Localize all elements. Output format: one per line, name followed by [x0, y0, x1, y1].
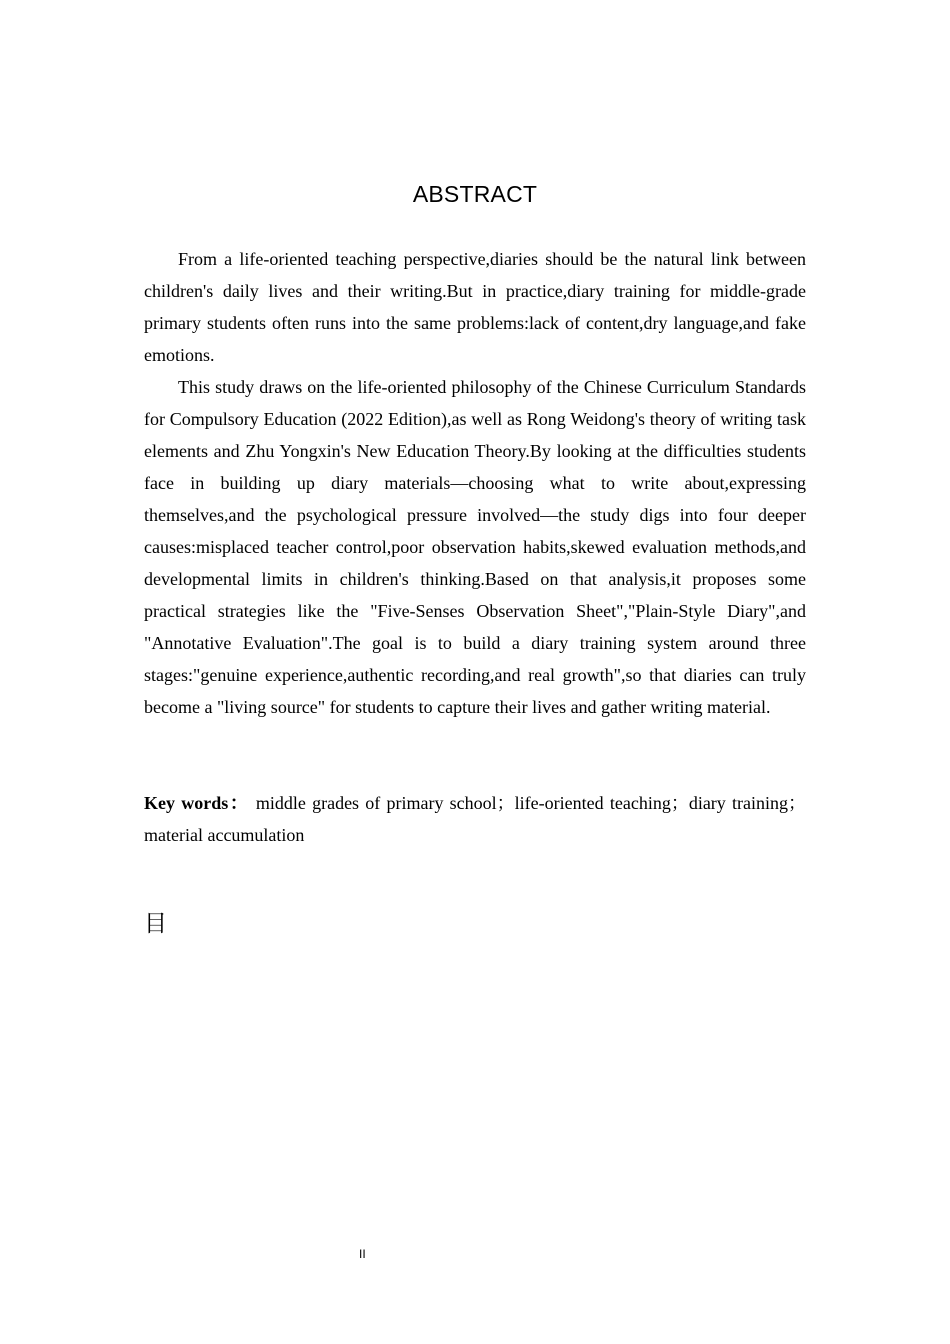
keywords-line [144, 787, 806, 851]
table-of-contents-heading: 目 [144, 911, 167, 937]
abstract-paragraph-2: This study draws on the life-oriented philosophy of the Chinese Curriculum Standards for Compulsory Education (2022 Edition),as well as Rong Weidong's theory of writing task elements and Zhu Yongxin's New Education Theory.By looking at the difficulties students face in building up diary materials—choosing what to write about,expressing themselves,and the psychological pressure involved—the study digs into four deeper causes:misplaced teacher control,poor observation habits,skewed evaluation methods,and developmental limits in children's thinking.Based on that analysis,it proposes some practical strategies like the "Five-Senses Observation Sheet","Plain-Style Diary",and "Annotative Evaluation".The goal is to build a diary training system around three stages:"genuine experience,authentic recording,and real growth",so that diaries can truly become a "living source" for students to capture their lives and gather writing material. [144, 377, 806, 717]
keywords-text: middle grades of primary school；life-oriented teaching；diary training；material accumulation [144, 793, 807, 845]
abstract-body [144, 243, 806, 723]
keywords-label: Key words： [144, 793, 250, 813]
page-number: II [359, 1247, 366, 1261]
abstract-title: ABSTRACT [412, 181, 538, 207]
abstract-paragraph-1: From a life-oriented teaching perspective,diaries should be the natural link between children's daily lives and their writing.But in practice,diary training for middle-grade primary students often runs into the same problems:lack of content,dry language,and fake emotions. [144, 249, 806, 365]
